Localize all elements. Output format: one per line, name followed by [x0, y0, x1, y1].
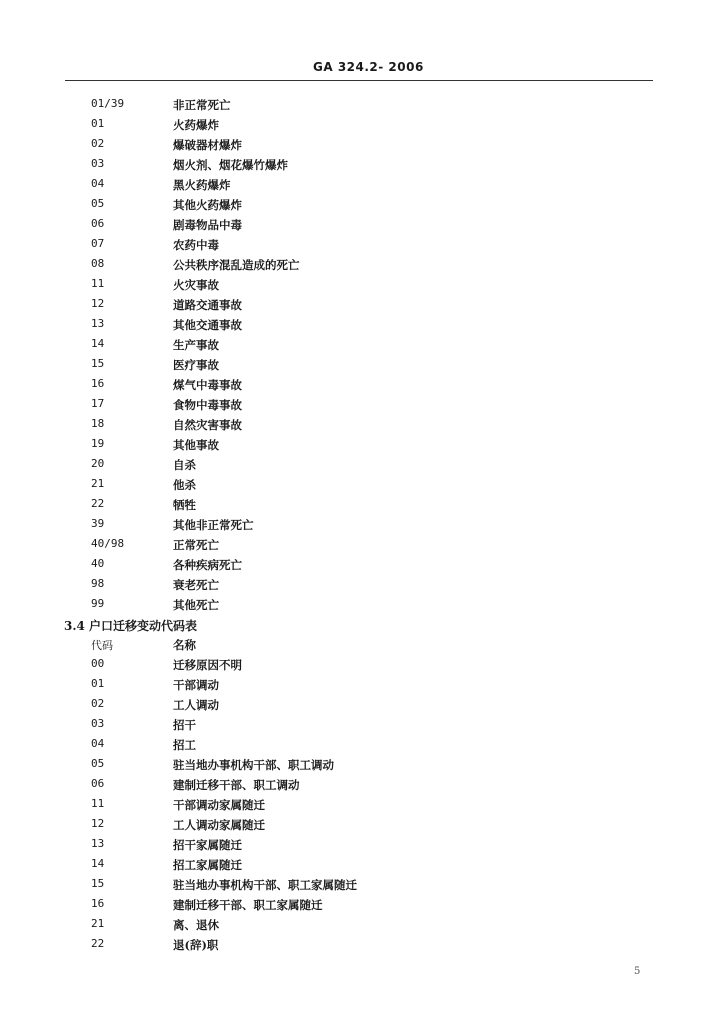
row-code: 01 [91, 677, 105, 690]
row-code: 08 [91, 257, 105, 270]
row-code: 07 [91, 237, 105, 250]
row-code: 17 [91, 397, 105, 410]
row-code: 39 [91, 517, 105, 530]
row-name: 各种疾病死亡 [173, 558, 242, 572]
row-code: 16 [91, 377, 105, 390]
row-code: 13 [91, 837, 105, 850]
row-code: 01 [91, 117, 105, 130]
row-code: 00 [91, 657, 105, 670]
row-name: 他杀 [173, 478, 196, 492]
row-code: 99 [91, 597, 105, 610]
row-code: 40 [91, 557, 105, 570]
row-code: 14 [91, 857, 105, 870]
section-title: 3.4 户口迁移变动代码表 [64, 619, 198, 633]
row-code: 13 [91, 317, 105, 330]
row-name: 农药中毒 [173, 238, 219, 252]
row-code: 04 [91, 177, 105, 190]
row-name: 自杀 [173, 458, 196, 472]
row-name: 道路交通事故 [173, 298, 242, 312]
row-code: 11 [91, 797, 105, 810]
row-name: 招干 [173, 718, 196, 732]
row-name: 迁移原因不明 [173, 658, 242, 672]
row-code: 15 [91, 357, 105, 370]
row-name: 招工 [173, 738, 196, 752]
row-code: 22 [91, 497, 105, 510]
row-name: 衰老死亡 [173, 578, 219, 592]
row-name: 招工家属随迁 [173, 858, 242, 872]
row-name: 建制迁移干部、职工家属随迁 [173, 898, 323, 912]
row-name: 黑火药爆炸 [173, 178, 231, 192]
row-name: 生产事故 [173, 338, 219, 352]
row-name: 其他交通事故 [173, 318, 242, 332]
row-code: 03 [91, 717, 105, 730]
row-name: 牺牲 [173, 498, 196, 512]
row-code: 05 [91, 197, 105, 210]
row-name: 工人调动家属随迁 [173, 818, 265, 832]
row-code: 18 [91, 417, 105, 430]
page-number: 5 [634, 966, 641, 977]
row-code: 06 [91, 217, 105, 230]
row-name: 干部调动 [173, 678, 219, 692]
row-name: 剧毒物品中毒 [173, 218, 242, 232]
row-name: 火灾事故 [173, 278, 219, 292]
row-name: 正常死亡 [173, 538, 219, 552]
row-code: 04 [91, 737, 105, 750]
row-name: 其他事故 [173, 438, 219, 452]
row-name: 烟火剂、烟花爆竹爆炸 [173, 158, 288, 172]
row-name: 离、退休 [173, 918, 219, 932]
row-code: 98 [91, 577, 105, 590]
row-name: 其他火药爆炸 [173, 198, 242, 212]
column-header-name: 名称 [173, 638, 196, 652]
row-name: 医疗事故 [173, 358, 219, 372]
row-code: 40/98 [91, 537, 125, 550]
row-code: 16 [91, 897, 105, 910]
row-name: 工人调动 [173, 698, 219, 712]
row-code: 05 [91, 757, 105, 770]
row-name: 公共秩序混乱造成的死亡 [173, 258, 300, 272]
row-code: 11 [91, 277, 105, 290]
row-code: 22 [91, 937, 105, 950]
row-code: 21 [91, 477, 105, 490]
row-code: 14 [91, 337, 105, 350]
row-code: 06 [91, 777, 105, 790]
row-name: 建制迁移干部、职工调动 [173, 778, 300, 792]
row-name: 非正常死亡 [173, 98, 231, 112]
row-name: 爆破器材爆炸 [173, 138, 242, 152]
row-name: 火药爆炸 [173, 118, 219, 132]
row-name: 煤气中毒事故 [173, 378, 242, 392]
row-name: 食物中毒事故 [173, 398, 242, 412]
row-code: 19 [91, 437, 105, 450]
row-code: 03 [91, 157, 105, 170]
row-code: 02 [91, 137, 105, 150]
row-name: 自然灾害事故 [173, 418, 242, 432]
row-name: 其他非正常死亡 [173, 518, 254, 532]
row-code: 21 [91, 917, 105, 930]
row-name: 驻当地办事机构干部、职工家属随迁 [173, 878, 357, 892]
row-code: 20 [91, 457, 105, 470]
row-code: 02 [91, 697, 105, 710]
row-name: 退(辞)职 [173, 938, 219, 952]
row-code: 01/39 [91, 97, 125, 110]
row-code: 12 [91, 817, 105, 830]
column-header-code: 代码 [91, 639, 113, 652]
row-code: 12 [91, 297, 105, 310]
document-header: GA 324.2- 2006 [313, 60, 424, 74]
row-name: 其他死亡 [173, 598, 219, 612]
row-name: 驻当地办事机构干部、职工调动 [173, 758, 334, 772]
row-name: 招干家属随迁 [173, 838, 242, 852]
header-rule [65, 80, 653, 81]
row-name: 干部调动家属随迁 [173, 798, 265, 812]
row-code: 15 [91, 877, 105, 890]
